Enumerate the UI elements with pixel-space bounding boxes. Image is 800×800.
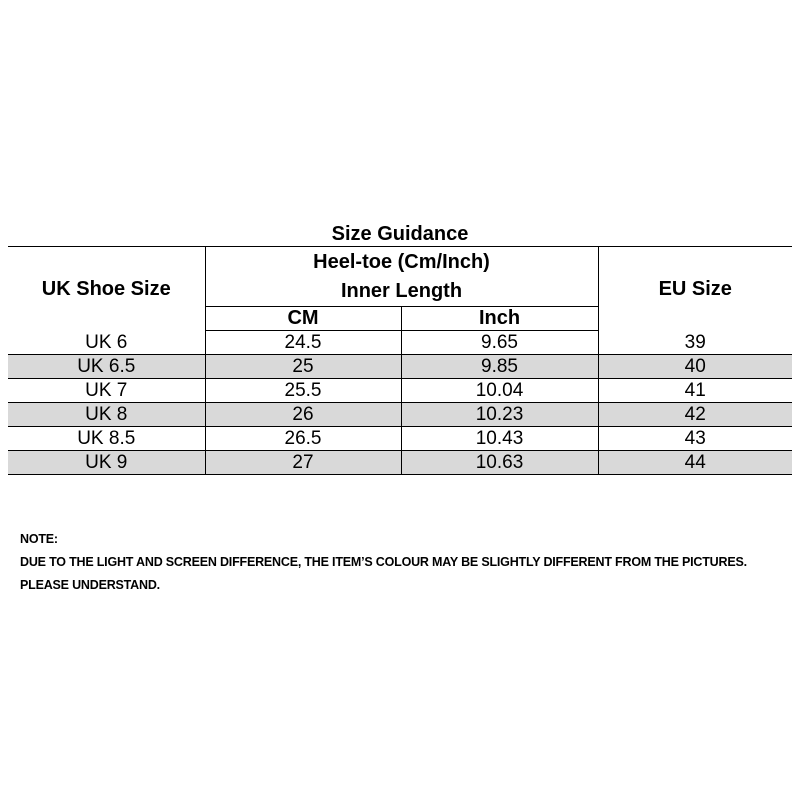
cell-eu: 40 <box>598 355 792 379</box>
cell-cm: 27 <box>205 451 401 475</box>
table-row <box>8 331 792 355</box>
cell-inch: 10.04 <box>401 379 598 403</box>
cell-cm: 24.5 <box>205 331 401 355</box>
header-heel-toe <box>205 247 598 307</box>
header-uk-shoe-size: UK Shoe Size <box>8 247 205 331</box>
note-closing: PLEASE UNDERSTAND. <box>20 578 160 592</box>
table-row <box>8 403 792 427</box>
header-heel-toe-line1: Heel-toe (Cm/Inch) <box>313 250 490 273</box>
table-row <box>8 379 792 403</box>
cell-eu: 43 <box>598 427 792 451</box>
cell-cm: 25 <box>205 355 401 379</box>
cell-eu: 41 <box>598 379 792 403</box>
cell-uk: UK 8.5 <box>8 427 205 451</box>
note-block <box>20 528 747 597</box>
cell-uk: UK 8 <box>8 403 205 427</box>
note-disclaimer: DUE TO THE LIGHT AND SCREEN DIFFERENCE, THE ITEM’S COLOUR MAY BE SLIGHTLY DIFFERENT FROM THE PICTURES. <box>20 555 747 569</box>
table-title: Size Guidance <box>331 223 469 245</box>
header-cm: CM <box>205 307 401 331</box>
size-guidance-table <box>8 246 792 475</box>
table-row <box>8 427 792 451</box>
header-eu-size: EU Size <box>658 277 732 300</box>
cell-inch: 9.85 <box>401 355 598 379</box>
cell-eu: 42 <box>598 403 792 427</box>
cell-inch: 9.65 <box>401 331 598 355</box>
cell-inch: 10.63 <box>401 451 598 475</box>
note-heading: NOTE: <box>20 532 58 546</box>
cell-inch: 10.43 <box>401 427 598 451</box>
cell-uk: UK 9 <box>8 451 205 475</box>
cell-cm: 26 <box>205 403 401 427</box>
table-row <box>8 355 792 379</box>
header-heel-toe-line2: Inner Length <box>340 279 463 302</box>
header-inch: Inch <box>401 307 598 331</box>
cell-cm: 26.5 <box>205 427 401 451</box>
table-row <box>8 451 792 475</box>
cell-uk: UK 6.5 <box>8 355 205 379</box>
cell-cm: 25.5 <box>205 379 401 403</box>
cell-uk: UK 7 <box>8 379 205 403</box>
cell-eu: 44 <box>598 451 792 475</box>
cell-inch: 10.23 <box>401 403 598 427</box>
cell-uk: UK 6 <box>8 331 205 355</box>
cell-eu: 39 <box>598 331 792 355</box>
